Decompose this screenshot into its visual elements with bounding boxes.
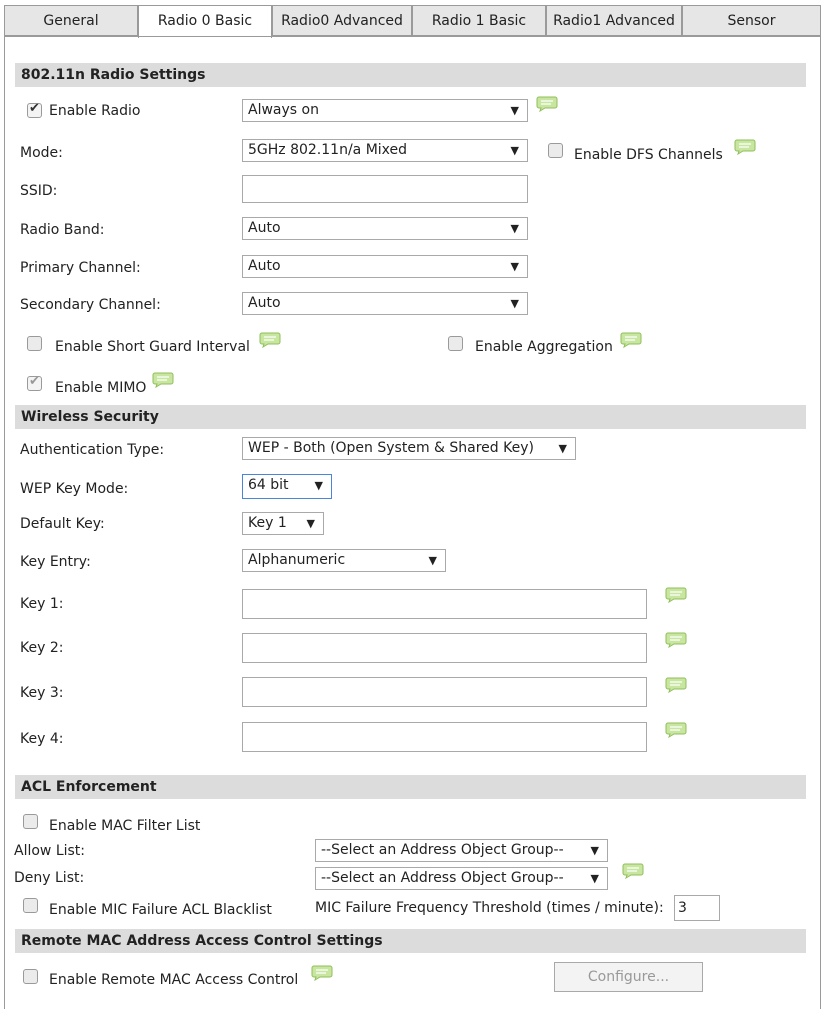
triangle-down-icon: ▼ <box>306 517 315 530</box>
mic-blacklist-checkbox[interactable] <box>23 898 38 913</box>
allow-list-value: --Select an Address Object Group-- <box>321 842 564 858</box>
primary-channel-select[interactable] <box>242 255 528 278</box>
mic-threshold-input[interactable]: 3 <box>674 895 720 921</box>
key-2-input[interactable] <box>242 633 647 663</box>
key-entry-label: Key Entry: <box>20 554 91 570</box>
speech-bubble-icon[interactable] <box>665 677 687 693</box>
auth-type-select[interactable] <box>242 437 576 460</box>
enable-radio-checkbox[interactable] <box>27 103 42 118</box>
triangle-down-icon: ▼ <box>510 222 519 235</box>
key-1-label: Key 1: <box>20 596 64 612</box>
radio-band-value: Auto <box>248 220 281 236</box>
secondary-channel-select[interactable] <box>242 292 528 315</box>
speech-bubble-icon[interactable] <box>622 863 644 879</box>
key-4-label: Key 4: <box>20 731 64 747</box>
tab-sensor[interactable]: Sensor <box>682 5 821 36</box>
allow-list-label: Allow List: <box>14 843 86 859</box>
speech-bubble-icon[interactable] <box>620 332 642 348</box>
schedule-select[interactable] <box>242 99 528 122</box>
section-remote-mac: Remote MAC Address Access Control Settings <box>15 929 806 953</box>
key-3-input[interactable] <box>242 677 647 707</box>
ssid-label: SSID: <box>20 183 58 199</box>
section-wireless-security: Wireless Security <box>15 405 806 429</box>
configure-button[interactable]: Configure... <box>554 962 703 992</box>
primary-channel-label: Primary Channel: <box>20 260 141 276</box>
triangle-down-icon: ▼ <box>314 479 323 492</box>
wep-key-mode-label: WEP Key Mode: <box>20 481 129 497</box>
remote-mac-checkbox[interactable] <box>23 969 38 984</box>
key-entry-select[interactable] <box>242 549 446 572</box>
key-entry-value: Alphanumeric <box>248 552 346 568</box>
tab-radio0-advanced[interactable]: Radio0 Advanced <box>272 5 412 36</box>
aggregation-label: Enable Aggregation <box>475 339 613 355</box>
triangle-down-icon: ▼ <box>590 844 599 857</box>
mic-threshold-label: MIC Failure Frequency Threshold (times / minute): <box>315 900 664 916</box>
short-guard-checkbox[interactable] <box>27 336 42 351</box>
speech-bubble-icon[interactable] <box>665 632 687 648</box>
speech-bubble-icon[interactable] <box>665 587 687 603</box>
remote-mac-label: Enable Remote MAC Access Control <box>49 972 299 988</box>
speech-bubble-icon[interactable] <box>536 96 558 112</box>
wep-key-mode-value: 64 bit <box>248 477 289 493</box>
section-radio-settings: 802.11n Radio Settings <box>15 63 806 87</box>
deny-list-label: Deny List: <box>14 870 85 886</box>
allow-list-select[interactable] <box>315 839 608 862</box>
auth-type-label: Authentication Type: <box>20 442 165 458</box>
schedule-value: Always on <box>248 102 319 118</box>
tab-radio0-basic[interactable]: Radio 0 Basic <box>138 5 272 38</box>
triangle-down-icon: ▼ <box>510 260 519 273</box>
aggregation-checkbox[interactable] <box>448 336 463 351</box>
triangle-down-icon: ▼ <box>558 442 567 455</box>
deny-list-value: --Select an Address Object Group-- <box>321 870 564 886</box>
key-1-input[interactable] <box>242 589 647 619</box>
default-key-select[interactable] <box>242 512 324 535</box>
ssid-input[interactable] <box>242 175 528 203</box>
primary-channel-value: Auto <box>248 258 281 274</box>
mac-filter-checkbox[interactable] <box>23 814 38 829</box>
short-guard-label: Enable Short Guard Interval <box>55 339 250 355</box>
wep-key-mode-select[interactable] <box>242 474 332 499</box>
key-4-input[interactable] <box>242 722 647 752</box>
enable-dfs-checkbox[interactable] <box>548 143 563 158</box>
secondary-channel-label: Secondary Channel: <box>20 297 161 313</box>
mode-select[interactable] <box>242 139 528 162</box>
default-key-value: Key 1 <box>248 515 287 531</box>
mode-label: Mode: <box>20 145 63 161</box>
triangle-down-icon: ▼ <box>428 554 437 567</box>
key-2-label: Key 2: <box>20 640 64 656</box>
mimo-checkbox[interactable] <box>27 376 42 391</box>
key-3-label: Key 3: <box>20 685 64 701</box>
mode-value: 5GHz 802.11n/a Mixed <box>248 142 408 158</box>
speech-bubble-icon[interactable] <box>665 722 687 738</box>
radio-band-label: Radio Band: <box>20 222 105 238</box>
speech-bubble-icon[interactable] <box>734 139 756 155</box>
speech-bubble-icon[interactable] <box>311 965 333 981</box>
triangle-down-icon: ▼ <box>510 144 519 157</box>
default-key-label: Default Key: <box>20 516 105 532</box>
secondary-channel-value: Auto <box>248 295 281 311</box>
radio-band-select[interactable] <box>242 217 528 240</box>
triangle-down-icon: ▼ <box>590 872 599 885</box>
speech-bubble-icon[interactable] <box>259 332 281 348</box>
deny-list-select[interactable] <box>315 867 608 890</box>
enable-dfs-label: Enable DFS Channels <box>574 147 723 163</box>
mic-blacklist-label: Enable MIC Failure ACL Blacklist <box>49 902 272 918</box>
tab-radio1-advanced[interactable]: Radio1 Advanced <box>546 5 682 36</box>
tab-general[interactable]: General <box>4 5 138 36</box>
speech-bubble-icon[interactable] <box>152 372 174 388</box>
mimo-label: Enable MIMO <box>55 380 147 396</box>
triangle-down-icon: ▼ <box>510 104 519 117</box>
auth-type-value: WEP - Both (Open System & Shared Key) <box>248 440 534 456</box>
mac-filter-label: Enable MAC Filter List <box>49 818 201 834</box>
tab-radio1-basic[interactable]: Radio 1 Basic <box>412 5 546 36</box>
triangle-down-icon: ▼ <box>510 297 519 310</box>
enable-radio-label: Enable Radio <box>49 103 141 119</box>
section-acl-enforcement: ACL Enforcement <box>15 775 806 799</box>
